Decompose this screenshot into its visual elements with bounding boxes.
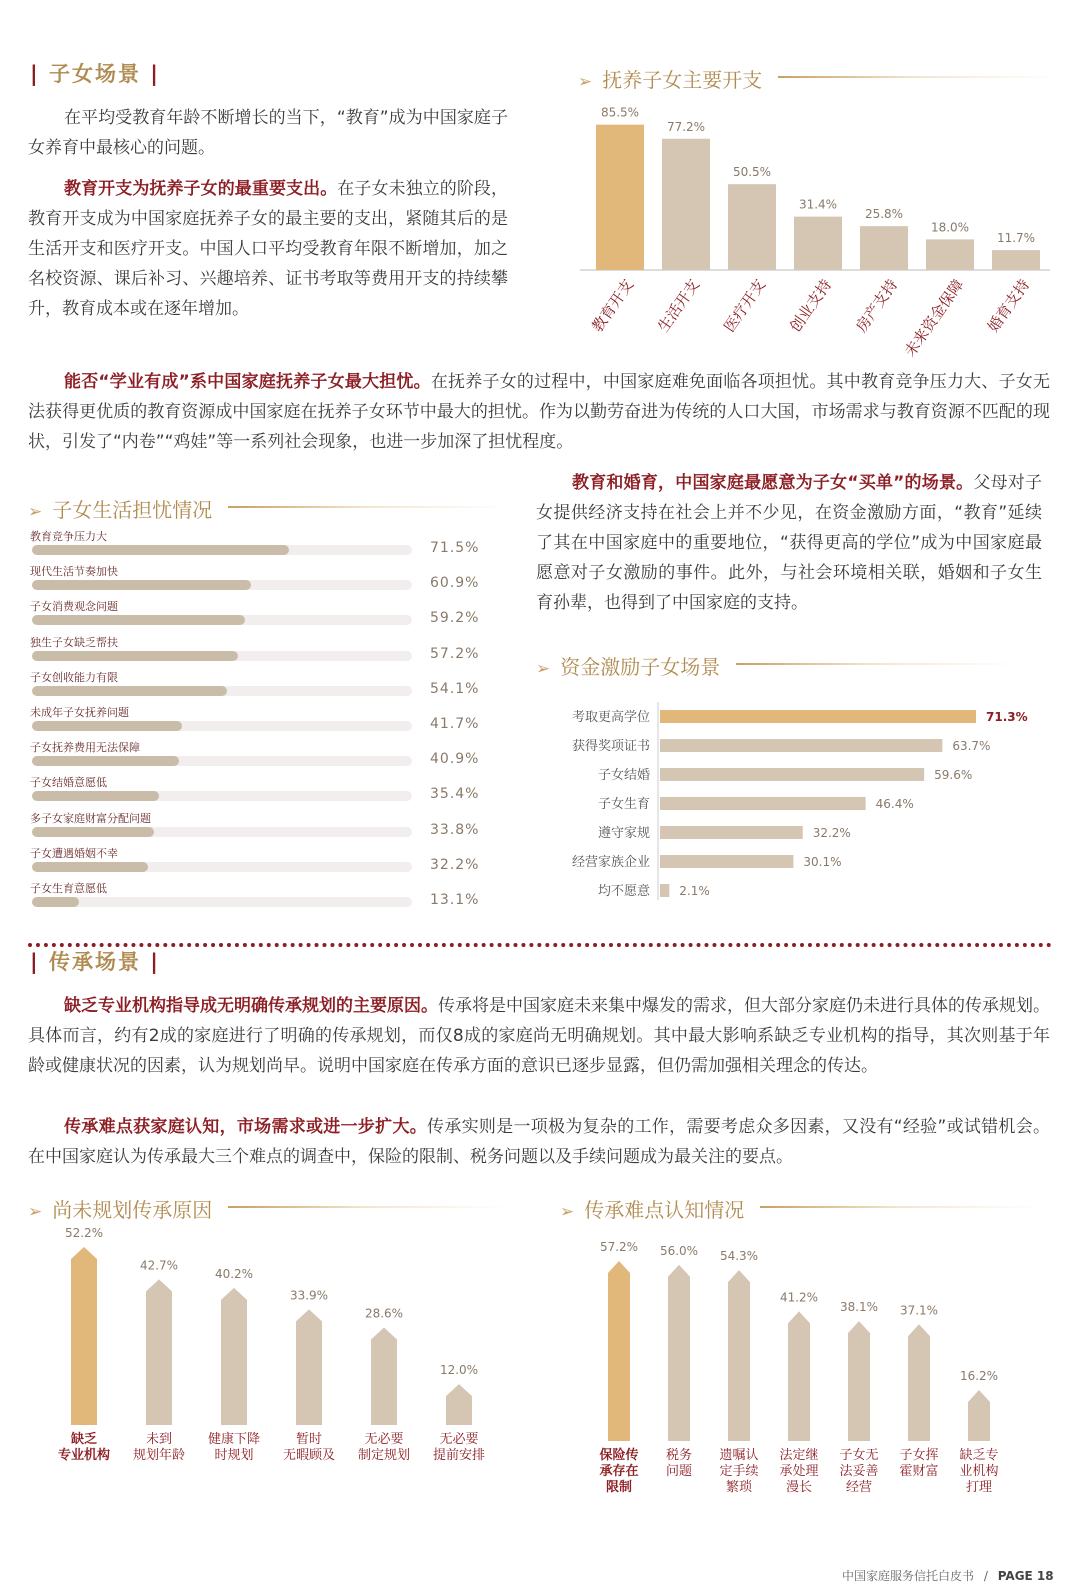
worry-row	[28, 845, 498, 880]
data-label: 38.1%	[839, 1300, 879, 1315]
worry-row	[28, 634, 498, 669]
bar	[848, 1321, 870, 1441]
bar-track	[32, 756, 412, 766]
data-label: 52.2%	[64, 1226, 104, 1240]
footer	[842, 1567, 1054, 1584]
paragraph-lead: 教育和婚育，中国家庭最愿意为子女“买单”的场景。	[572, 473, 974, 493]
data-label: 57.2%	[430, 645, 480, 662]
category-label: 子女结婚	[597, 768, 650, 783]
category-label: 子女创收能力有限	[30, 670, 118, 684]
category-label: 子女遭遇婚姻不幸	[30, 846, 118, 860]
data-label: 32.2%	[430, 856, 480, 873]
bar	[221, 1288, 247, 1425]
category-label	[779, 1447, 818, 1495]
chart-title-difficulty	[560, 1194, 744, 1223]
category-label-line: 经营	[845, 1480, 873, 1495]
section-title-children: | 子女场景 |	[30, 62, 160, 86]
bar-track	[32, 545, 412, 555]
category-label: 获得奖项证书	[571, 739, 650, 754]
arrow-icon: ➢	[28, 502, 43, 522]
category-label-line: 税务	[665, 1448, 693, 1463]
bar	[32, 580, 251, 590]
category-label-line: 承处理	[779, 1464, 819, 1479]
paragraph-body: 在抚养子女的过程中，中国家庭难免面临各项担忧。其中教育竞争压力大、子女无法获得更优质的教育资源成中国家庭在抚养子女环节中最大的担忧。作为以勤劳奋进为传统的人口大国，市场需求与教育资源不匹配的现状，引发了“内卷”“鸡娃”等一系列社会现象，也进一步加深了担忧程度。	[28, 372, 1050, 452]
bar	[788, 1311, 810, 1441]
title-divider	[736, 663, 1016, 665]
category-label: 考取更高学位	[571, 710, 650, 725]
bar	[32, 545, 289, 555]
footer-title: 中国家庭服务信托白皮书	[842, 1569, 975, 1583]
section-divider	[28, 943, 1052, 947]
page-number: PAGE 18	[997, 1569, 1054, 1583]
category-label-line: 无必要	[364, 1432, 404, 1447]
data-label: 59.6%	[934, 768, 973, 782]
bar	[794, 217, 842, 270]
bar-track	[32, 721, 412, 731]
bar	[908, 1324, 930, 1441]
bar	[660, 884, 669, 897]
bar	[728, 184, 776, 270]
worry-row	[28, 774, 498, 809]
category-label-line: 无暇顾及	[282, 1448, 336, 1463]
section-title-text: 传承场景	[48, 950, 141, 974]
bar	[660, 768, 924, 781]
chart-title-fund	[536, 651, 720, 680]
data-label: 71.5%	[430, 540, 480, 556]
title-divider	[228, 1206, 508, 1208]
category-label-line: 承存在	[599, 1464, 639, 1479]
category-label	[899, 1447, 938, 1479]
section-title-text: 子女场景	[48, 62, 141, 86]
no-plan-paragraph	[28, 991, 1050, 1081]
paragraph-body: 传承实则是一项极为复杂的工作，需要考虑众多因素，又没有“经验”或试错机会。在中国家庭认为传承最大三个难点的调查中，保险的限制、税务问题以及手续问题成为最关注的要点。	[28, 1117, 1051, 1167]
data-label: 41.2%	[779, 1290, 819, 1305]
footer-separator: /	[983, 1569, 988, 1583]
bar	[660, 710, 976, 723]
bar-track	[32, 791, 412, 801]
bar	[860, 226, 908, 270]
bar	[32, 651, 238, 661]
data-label: 57.2%	[599, 1240, 639, 1254]
chart-title-worry	[28, 494, 212, 523]
category-label-line: 规划年龄	[132, 1448, 186, 1463]
bar	[32, 791, 159, 801]
bar	[992, 250, 1040, 270]
category-label	[666, 1448, 692, 1479]
worry-row	[28, 704, 498, 739]
category-label: 多子女家庭财富分配问题	[30, 811, 151, 825]
category-label	[839, 1448, 878, 1495]
data-label: 71.3%	[986, 710, 1028, 724]
bar	[728, 1270, 750, 1441]
data-label: 18.0%	[930, 220, 970, 235]
data-label: 54.3%	[719, 1249, 759, 1264]
category-label-line: 未到	[145, 1432, 173, 1447]
bar	[660, 739, 942, 752]
category-label	[959, 1447, 998, 1495]
intro-paragraph: 在平均受教育年龄不断增长的当下，“教育”成为中国家庭子女养育中最核心的问题。	[28, 108, 508, 158]
category-label-line: 无必要	[439, 1432, 479, 1447]
bar	[32, 897, 79, 907]
bar-track	[32, 651, 412, 661]
paragraph-body: 父母对子女提供经济支持在社会上并不少见，在资金激励方面，“教育”延续了其在中国家庭中的重要地位，“获得更高的学位”成为中国家庭最愿意对子女激励的事件。此外，与社会环境相关联，婚姻和子女生育孙辈，也得到了中国家庭的支持。	[536, 473, 1042, 613]
data-label: 42.7%	[139, 1258, 179, 1273]
difficulty-paragraph	[28, 1112, 1050, 1172]
category-label	[599, 1447, 638, 1495]
data-label: 12.0%	[439, 1363, 479, 1378]
data-label: 25.8%	[864, 207, 904, 222]
category-label-line: 业机构	[959, 1464, 999, 1479]
category-label-line: 保险传	[599, 1448, 639, 1463]
data-label: 16.2%	[959, 1369, 999, 1384]
bar	[146, 1279, 172, 1425]
bar	[32, 721, 182, 731]
category-label-line: 健康下降	[207, 1432, 261, 1447]
category-label	[358, 1432, 410, 1463]
category-label-line: 缺乏专	[959, 1448, 999, 1463]
chart-title-text: 尚未规划传承原因	[52, 1198, 213, 1222]
data-label: 85.5%	[600, 105, 640, 120]
category-label-line: 暂时	[295, 1432, 323, 1447]
bar	[371, 1327, 397, 1425]
worry-row	[28, 528, 498, 563]
category-label-line: 时规划	[214, 1448, 254, 1463]
worry-row	[28, 563, 498, 598]
category-label-line: 打理	[965, 1480, 993, 1495]
category-label-line: 法定继	[779, 1448, 819, 1463]
category-label: 经营家族企业	[571, 855, 650, 870]
bar	[71, 1247, 97, 1425]
category-label: 子女生育	[597, 797, 650, 812]
data-label: 77.2%	[666, 119, 706, 134]
arrow-icon: ➢	[28, 1202, 43, 1222]
category-label: 生活开支	[654, 275, 704, 336]
data-label: 11.7%	[996, 231, 1036, 246]
category-label: 均不愿意	[597, 884, 650, 899]
category-label	[719, 1447, 758, 1495]
category-label: 子女生育意愿低	[30, 882, 107, 895]
worry-row	[28, 598, 498, 633]
data-label: 63.7%	[952, 739, 991, 753]
category-label: 独生子女缺乏帮扶	[30, 635, 118, 649]
chart-title-text: 资金激励子女场景	[560, 655, 721, 679]
bar	[660, 797, 866, 810]
data-label: 30.1%	[803, 855, 842, 869]
bar	[446, 1384, 472, 1425]
noplan-chart	[30, 1225, 510, 1485]
title-divider	[760, 1206, 1040, 1208]
category-label	[283, 1432, 335, 1463]
paragraph-body: 传承将是中国家庭未来集中爆发的需求，但大部分家庭仍未进行具体的传承规划。具体而言，约有2成的家庭进行了明确的传承规划，而仅8成的家庭尚无明确规划。其中最大影响系缺乏专业机构的指导，其次则基于年龄或健康状况的因素，认为规划尚早。说明中国家庭在传承方面的意识已逐步显露，但仍需加强相关理念的传达。	[28, 996, 1050, 1076]
paragraph-lead: 教育开支为抚养子女的最重要支出。	[64, 179, 338, 199]
bar	[32, 686, 227, 696]
chart-title-noplan	[28, 1194, 212, 1223]
bar-track	[32, 615, 412, 625]
category-label-line: 子女挥	[899, 1448, 939, 1463]
category-label: 子女结婚意愿低	[30, 776, 107, 790]
bar-track	[32, 827, 412, 837]
worry-row	[28, 810, 498, 845]
data-label: 33.9%	[289, 1288, 329, 1303]
category-label: 房产支持	[852, 275, 902, 336]
category-label: 创业支持	[786, 275, 836, 336]
education-expense-paragraph	[28, 174, 508, 324]
data-label: 54.1%	[430, 680, 480, 697]
paragraph-lead: 缺乏专业机构指导成无明确传承规划的主要原因。	[64, 996, 438, 1016]
data-label: 37.1%	[899, 1303, 939, 1318]
data-label: 2.1%	[679, 884, 710, 898]
arrow-icon: ➢	[578, 72, 593, 92]
worry-row	[28, 669, 498, 704]
category-label-line: 霍财富	[899, 1464, 939, 1479]
data-label: 50.5%	[732, 165, 772, 180]
bar	[32, 862, 148, 872]
title-divider	[228, 506, 508, 508]
category-label: 子女消费观念问题	[30, 600, 118, 614]
bar	[32, 615, 245, 625]
arrow-icon: ➢	[536, 659, 551, 679]
category-label	[433, 1432, 485, 1463]
category-label-line: 制定规划	[357, 1448, 411, 1463]
bar-track	[32, 897, 412, 907]
bar	[32, 827, 154, 837]
bar	[32, 756, 179, 766]
bar-track	[32, 686, 412, 696]
paragraph-body: 在子女未独立的阶段，教育开支成为中国家庭抚养子女的最主要的支出，紧随其后的是生活开支和医疗开支。中国人口平均受教育年限不断增加，加之名校资源、课后补习、兴趣培养、证书考取等费用开支的持续攀升，教育成本或在逐年增加。	[28, 179, 509, 319]
category-label: 婚育支持	[984, 275, 1034, 336]
title-divider	[778, 76, 1058, 78]
category-label	[208, 1431, 260, 1463]
worry-paragraph	[28, 367, 1050, 457]
category-label: 遵守家规	[597, 826, 650, 841]
arrow-icon: ➢	[560, 1202, 575, 1222]
data-label: 33.8%	[430, 821, 480, 838]
category-label-line: 定手续	[719, 1464, 759, 1479]
paragraph-lead: 能否“学业有成”系中国家庭抚养子女最大担忧。	[64, 372, 431, 392]
category-label	[133, 1431, 185, 1463]
bar	[926, 239, 974, 270]
chart-title-text: 抚养子女主要开支	[602, 68, 763, 92]
category-label: 医疗开支	[720, 275, 770, 336]
bar	[608, 1261, 630, 1441]
category-label: 教育开支	[588, 275, 638, 336]
bar-track	[32, 862, 412, 872]
difficulty-chart	[580, 1235, 1060, 1510]
chart-title-text: 传承难点认知情况	[584, 1198, 745, 1222]
bar	[662, 139, 710, 270]
buy-scene-paragraph	[536, 468, 1042, 618]
category-label	[58, 1431, 110, 1463]
data-label: 13.1%	[430, 892, 480, 908]
bar-track	[32, 580, 412, 590]
data-label: 35.4%	[430, 786, 480, 803]
category-label-line: 繁琐	[725, 1480, 753, 1495]
worry-row	[28, 880, 498, 915]
data-label: 46.4%	[875, 797, 914, 811]
category-label: 教育竞争压力大	[30, 530, 107, 543]
category-label: 未来资金保障	[900, 275, 968, 361]
category-label-line: 专业机构	[57, 1448, 111, 1463]
bar	[968, 1390, 990, 1441]
category-label-line: 提前安排	[432, 1448, 486, 1463]
data-label: 41.7%	[430, 716, 480, 732]
data-label: 60.9%	[430, 575, 480, 592]
category-label: 未成年子女抚养问题	[30, 706, 129, 719]
chart-title-expense	[578, 64, 762, 93]
category-label-line: 缺乏	[70, 1432, 98, 1447]
category-label-line: 遗嘱认	[719, 1448, 759, 1463]
chart-title-text: 子女生活担忧情况	[52, 498, 213, 522]
data-label: 40.9%	[430, 751, 480, 768]
data-label: 56.0%	[659, 1243, 699, 1258]
section-title-inherit: | 传承场景 |	[30, 950, 160, 974]
category-label-line: 限制	[605, 1480, 633, 1495]
bar	[596, 125, 644, 270]
data-label: 40.2%	[214, 1266, 254, 1281]
data-label: 59.2%	[430, 610, 480, 627]
data-label: 28.6%	[364, 1306, 404, 1321]
bar	[668, 1265, 690, 1441]
data-label: 31.4%	[798, 197, 838, 212]
category-label-line: 法妥善	[839, 1464, 879, 1479]
category-label-line: 漫长	[785, 1480, 813, 1495]
fund-chart	[540, 700, 1060, 905]
paragraph-lead: 传承难点获家庭认知，市场需求或进一步扩大。	[64, 1117, 428, 1137]
category-label-line: 问题	[665, 1464, 693, 1479]
bar	[660, 826, 803, 839]
expense-chart	[580, 95, 1060, 380]
worry-row	[28, 739, 498, 774]
category-label: 现代生活节奏加快	[30, 565, 118, 579]
category-label-line: 子女无	[839, 1448, 879, 1463]
bar	[296, 1309, 322, 1425]
data-label: 32.2%	[812, 826, 851, 840]
bar	[660, 855, 793, 868]
category-label: 子女抚养费用无法保障	[30, 741, 140, 755]
